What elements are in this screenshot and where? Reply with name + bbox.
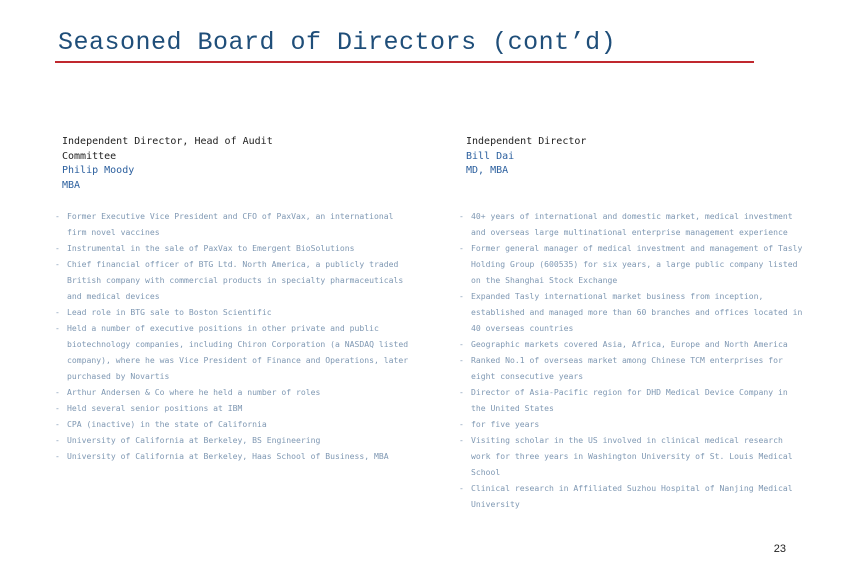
bio-item: - Geographic markets covered Asia, Africa, Europe and North America	[459, 339, 788, 350]
bio-item: - 40+ years of international and domestic market, medical investment and overseas large multinational enterprise management experience	[459, 211, 793, 238]
bio-item: - Former general manager of medical investment and management of Tasly Holding Group (600535) for six years, a large public company listed on the Shanghai Stock Exchange	[459, 243, 803, 286]
bio-item: - for five years	[459, 419, 540, 430]
bio-item: - Former Executive Vice President and CFO of PaxVax, an international firm novel vaccines	[55, 210, 394, 237]
bio-item: - Director of Asia-Pacific region for DHD Medical Device Company in the United States	[459, 387, 788, 414]
title-divider	[55, 61, 754, 63]
bio-item: - Ranked No.1 of overseas market among Chinese TCM enterprises for eight consecutive years	[459, 355, 783, 382]
bio-item: - Chief financial officer of BTG Ltd. North America, a publicly traded British company with commercial products in specialty pharmaceuticals and medical devices	[55, 258, 404, 301]
bio-item: - University of California at Berkeley, BS Engineering	[55, 434, 321, 445]
page-number: 23	[773, 543, 786, 555]
director-profile-left	[55, 135, 412, 464]
director-role: Independent Director	[466, 136, 587, 147]
director-name: Bill Dai	[466, 150, 515, 162]
bio-item: - Lead role in BTG sale to Boston Scientific	[55, 306, 272, 317]
director-role: Independent Director, Head of Audit	[62, 136, 273, 147]
bio-item: - Clinical research in Affiliated Suzhou Hospital of Nanjing Medical University	[459, 483, 793, 510]
director-degree: MBA	[62, 180, 81, 192]
page-title: Seasoned Board of Directors (cont’d)	[58, 28, 617, 57]
bio-item: - Instrumental in the sale of PaxVax to Emergent BioSolutions	[55, 242, 355, 253]
bio-item: - CPA (inactive) in the state of California	[55, 418, 267, 429]
bio-item: - Held a number of executive positions in other private and public biotechnology companies, including Chiron Corporation (a NASDAQ listed company), where he was Vice President of Finance and Operations, later purchased by Novartis	[55, 322, 409, 381]
director-bio-list	[55, 208, 412, 464]
director-degree: MD, MBA	[466, 165, 509, 177]
director-role-continued: Committee	[62, 150, 117, 162]
bio-item: - Arthur Andersen & Co where he held a number of roles	[55, 386, 321, 397]
bio-item: - Visiting scholar in the US involved in clinical medical research work for three years in Washington University of St. Louis Medical School	[459, 435, 793, 478]
bio-item: - Expanded Tasly international market business from inception, established and managed more than 60 branches and offices located in 40 overseas countries	[459, 291, 803, 334]
bio-item: - Held several senior positions at IBM	[55, 402, 243, 413]
director-profile-right	[459, 135, 806, 512]
director-name: Philip Moody	[62, 165, 135, 177]
director-bio-list	[459, 208, 806, 512]
bio-item: - University of California at Berkeley, Haas School of Business, MBA	[55, 450, 389, 461]
